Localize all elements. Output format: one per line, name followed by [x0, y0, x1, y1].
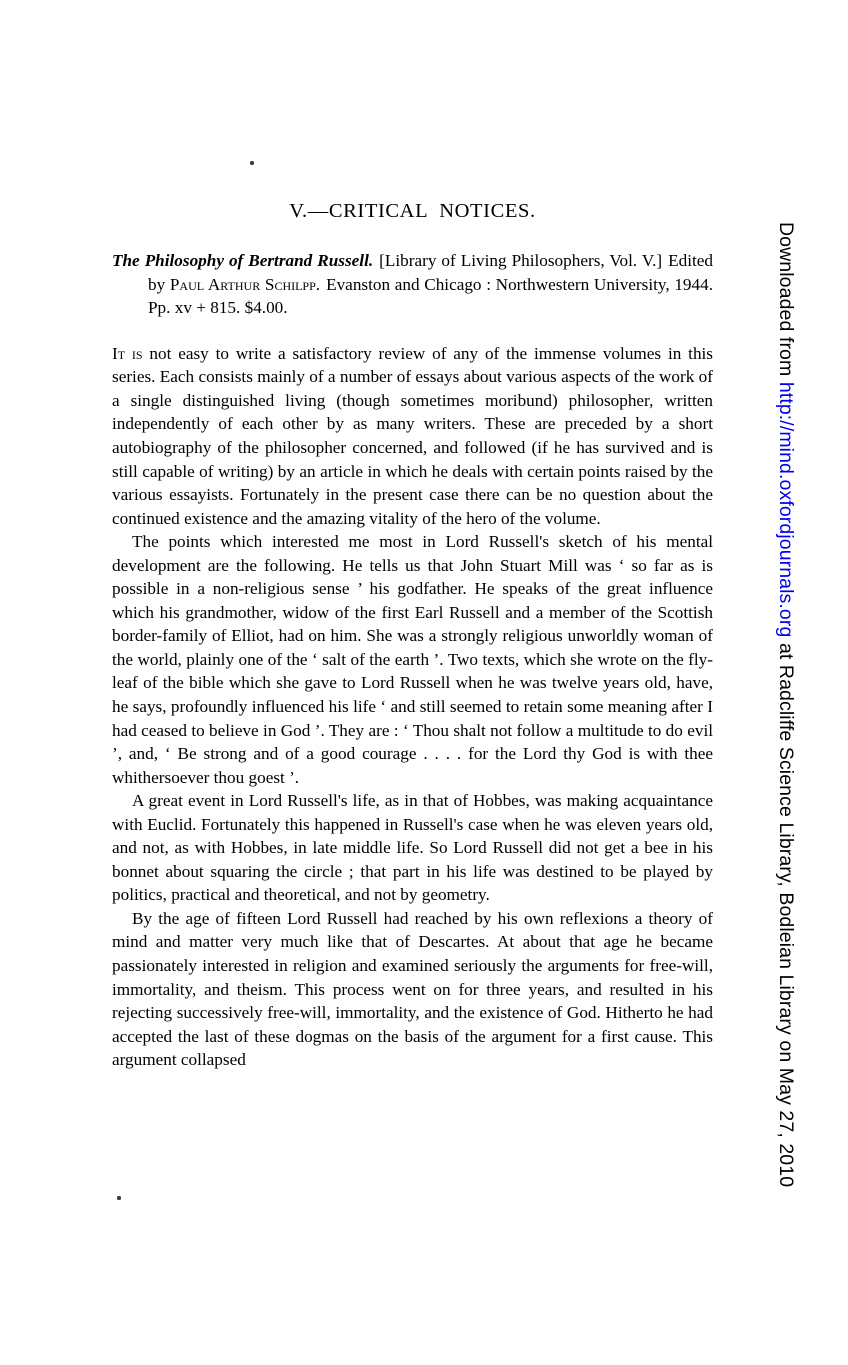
- paragraph-text: By the age of fifteen Lord Russell had reached by his own reflexions a theory of mind and matter very much like that of Descartes. At about that age he became passionately interested in religion and examined seriously the arguments for free-will, immortality, and theism. This process went on for three years, and resulted in his rejecting successively free-will, immortality, and the existence of God. Hitherto he had accepted the last of these dogmas on the basis of the argument for a first cause. This argument collapsed: [112, 908, 713, 1070]
- paragraph-text: not easy to write a satisfactory review of any of the immense volumes in this series. Each consists mainly of a number of essays about various aspects of the work of a single distinguished living (though sometimes moribund) philosopher, written independently of each other by as many writers. These are preceded by a short autobiography of the philosopher concerned, and followed (if he has survived and is still capable of writing) by an article in which he deals with certain points raised by the various essayists. Fortunately in the present case there can be no question about the continued existence and the amazing vitality of the hero of the volume.: [112, 343, 713, 528]
- journal-url-link[interactable]: http://mind.oxfordjournals.org: [775, 381, 797, 638]
- paragraph-text: A great event in Lord Russell's life, as in that of Hobbes, was making acquaintance with Euclid. Fortunately this happened in Russell's case when he was eleven years old, and not, as with Hobbes, in late middle life. So Lord Russell did not get a bee in his bonnet about squaring the circle ; that part in his life was destined to be played by politics, practical and theoretical, and not by geometry.: [112, 791, 713, 905]
- scan-speck-bottom: [117, 1196, 121, 1200]
- body-paragraph: [112, 907, 713, 1072]
- text-column: [112, 200, 713, 1072]
- bibliographic-entry: [112, 249, 713, 320]
- body-paragraph: [112, 789, 713, 907]
- body-paragraph: [112, 530, 713, 789]
- body-paragraph: [112, 342, 713, 530]
- publication-details: Evanston and Chicago : Northwestern University, 1944. Pp. xv + 815. $4.00.: [148, 274, 714, 318]
- page-title-prefix: V.—CRITICAL: [289, 200, 429, 222]
- watermark-suffix: at Radcliffe Science Library, Bodleian Library on May 27, 2010: [775, 637, 797, 1188]
- paragraph-opening-smallcaps: It is: [112, 343, 143, 363]
- scan-speck-top: [250, 161, 254, 165]
- reviewed-work-title: The Philosophy of Bertrand Russell.: [112, 251, 374, 270]
- watermark-prefix: Downloaded from: [775, 222, 797, 382]
- download-watermark: [774, 222, 797, 1222]
- edited-by-label: Edited by: [148, 251, 714, 294]
- paragraph-text: The points which interested me most in Lord Russell's sketch of his mental development are the following. He tells us that John Stuart Mill was ‘ so far as is possible in a non-religious sense ’ his godfather. He speaks of the great influence which his grandmother, widow of the first Earl Russell and a member of the Scottish border-family of Elliot, had on him. She was a strongly religious unworldly woman of the world, plainly one of the ‘ salt of the earth ’. Two texts, which she wrote on the fly-leaf of the bible which she gave to Lord Russell when he was twelve years old, have, he says, profoundly influenced his life ‘ and still seemed to retain some meaning after I had ceased to believe in God ’. They are : ‘ Thou shalt not follow a multitude to do evil ’, and, ‘ Be strong and of a good courage . . . . for the Lord thy God is with thee whithersoever thou goest ’.: [112, 532, 713, 787]
- editor-name: Paul Arthur Schilpp.: [169, 274, 321, 294]
- series-info: [Library of Living Philosophers, Vol. V.]: [379, 251, 663, 270]
- page-title: [112, 200, 713, 223]
- page-title-suffix: NOTICES.: [439, 200, 536, 222]
